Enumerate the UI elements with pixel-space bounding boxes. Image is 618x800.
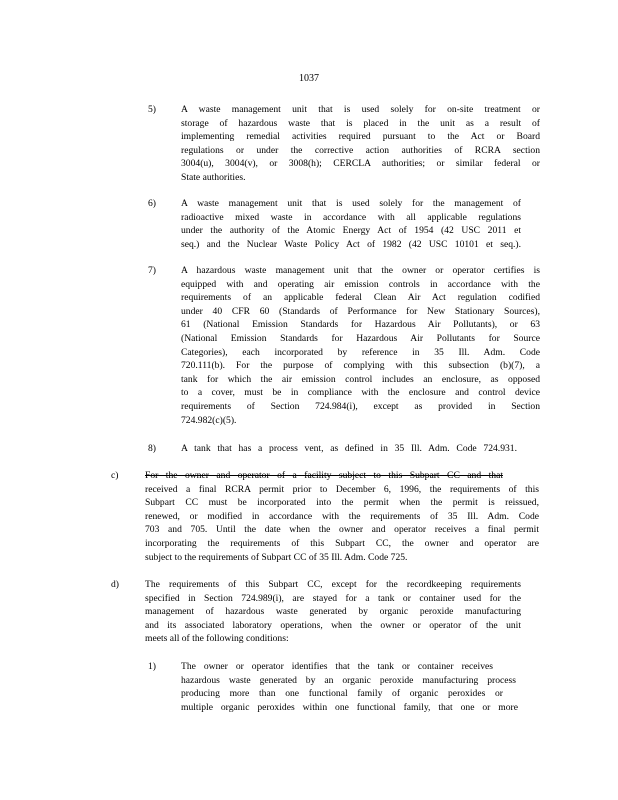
text-line: 61 (National Emission Standards for Hazardous Air Pollutants), or 63 xyxy=(181,319,540,331)
item-marker: 7) xyxy=(148,265,156,276)
item-marker: d) xyxy=(111,579,119,590)
text-line: tank for which the air emission control includes an enclosure, as opposed xyxy=(181,373,540,385)
text-line: 3004(u), 3004(v), or 3008(h); CERCLA authorities; or similar federal or xyxy=(181,158,540,170)
item-marker: 1) xyxy=(148,661,156,672)
text-line: A waste management unit that is used solely for on-site treatment or xyxy=(181,104,540,115)
text-line: storage of hazardous waste that is placed in the unit as a result of xyxy=(181,117,540,129)
text-line: The requirements of this Subpart CC, except for the recordkeeping requirements xyxy=(145,579,521,590)
item-text xyxy=(181,660,518,714)
item-text xyxy=(181,264,540,427)
text-line: (National Emission Standards for Hazardous Air Pollutants for Source xyxy=(181,332,540,344)
item-text xyxy=(145,469,539,564)
text-line: multiple organic peroxides within one functional family, that one or more xyxy=(181,701,518,713)
item-text xyxy=(181,197,521,251)
text-line: 724.982(c)(5). xyxy=(181,414,237,426)
item-marker: 6) xyxy=(148,198,156,209)
text-line: regulations or under the corrective action authorities of RCRA section xyxy=(181,144,540,156)
text-line: requirements of an applicable federal Clean Air Act regulation codified xyxy=(181,292,540,304)
text-line: The owner or operator identifies that the tank or container receives xyxy=(181,661,493,672)
text-line: equipped with and operating air emission controls in accordance with the xyxy=(181,278,540,290)
text-line: under the authority of the Atomic Energy Act of 1954 (42 USC 2011 et xyxy=(181,225,521,237)
text-line: producing more than one functional family of organic peroxides or xyxy=(181,688,503,700)
item-marker: 5) xyxy=(148,104,156,115)
text-line: implementing remedial activities required pursuant to the Act or Board xyxy=(181,131,540,143)
text-line: subject to the requirements of Subpart CC of 35 Ill. Adm. Code 725. xyxy=(145,551,408,563)
text-line: hazardous waste generated by an organic peroxide manufacturing process xyxy=(181,674,516,686)
text-line: Categories), each incorporated by reference in 35 Ill. Adm. Code xyxy=(181,346,540,358)
item-text xyxy=(145,578,521,646)
text-line: 703 and 705. Until the date when the owner and operator receives a final permit xyxy=(145,524,539,536)
text-line: to a cover, must be in compliance with the enclosure and control device xyxy=(181,387,540,399)
struck-text-line: For the owner and operator of a facility subject to this Subpart CC and that xyxy=(145,470,503,481)
text-line: A tank that has a process vent, as defined in 35 Ill. Adm. Code 724.931. xyxy=(181,443,517,454)
text-line: management of hazardous waste generated by organic peroxide manufacturing xyxy=(145,606,521,618)
text-line: renewed, or modified in accordance with the requirements of 35 Ill. Adm. Code xyxy=(145,510,539,522)
item-text xyxy=(181,103,540,185)
text-line: seq.) and the Nuclear Waste Policy Act of 1982 (42 USC 10101 et seq.). xyxy=(181,238,521,250)
text-line: incorporating the requirements of this Subpart CC, the owner and operator are xyxy=(145,537,539,549)
text-line: State authorities. xyxy=(181,171,246,183)
item-text xyxy=(181,442,517,456)
item-marker: c) xyxy=(111,470,119,481)
text-line: A hazardous waste management unit that the owner or operator certifies is xyxy=(181,265,540,276)
text-line: specified in Section 724.989(i), are stayed for a tank or container used for the xyxy=(145,592,521,604)
text-line: Subpart CC must be incorporated into the permit when the permit is reissued, xyxy=(145,497,539,509)
text-line: radioactive mixed waste in accordance with all applicable regulations xyxy=(181,211,521,223)
text-line: under 40 CFR 60 (Standards of Performance for New Stationary Sources), xyxy=(181,305,540,317)
text-line: A waste management unit that is used solely for the management of xyxy=(181,198,521,209)
text-line: received a final RCRA permit prior to December 6, 1996, the requirements of this xyxy=(145,483,539,495)
item-marker: 8) xyxy=(148,443,156,454)
text-line: and its associated laboratory operations, when the owner or operator of the unit xyxy=(145,619,521,631)
text-line: requirements of Section 724.984(i), except as provided in Section xyxy=(181,400,540,412)
page-number: 1037 xyxy=(299,73,319,84)
text-line: meets all of the following conditions: xyxy=(145,633,289,645)
text-line: 720.111(b). For the purpose of complying with this subsection (b)(7), a xyxy=(181,360,540,372)
